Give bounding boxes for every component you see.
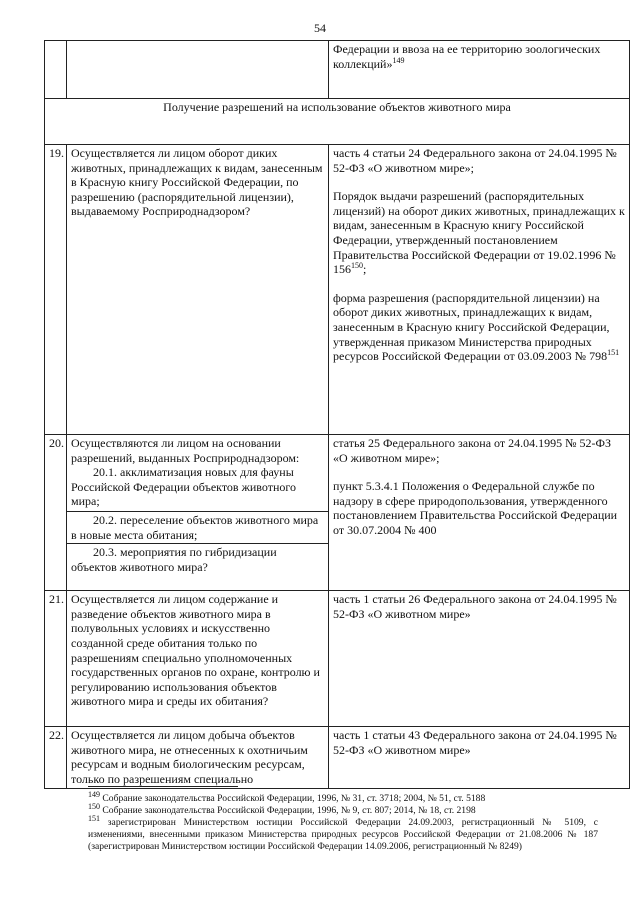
- reference-text: [333, 291, 625, 364]
- question-cell: [67, 41, 329, 99]
- footnote-mark: 151: [607, 348, 620, 358]
- sub-item-cell: [67, 512, 329, 544]
- page-number: 54: [314, 21, 326, 35]
- table-row-continuation: [45, 41, 630, 99]
- footnote: [88, 789, 598, 805]
- requirements-table: [44, 40, 630, 789]
- section-title: Получение разрешений на использование объектов животного мира: [45, 99, 630, 145]
- footnote: [88, 813, 599, 853]
- row-number: 19.: [45, 145, 67, 435]
- row-number: 22.: [45, 727, 67, 789]
- reference-text: пункт 5.3.4.1 Положения о Федеральной службе по надзору в сфере природопользования, утвержденного постановлением Правительства Российской Федерации от 30.07.2004 № 400: [333, 479, 618, 537]
- row-num-cell: [45, 41, 67, 99]
- footnote-divider: [88, 786, 238, 787]
- question-text: Осуществляется ли лицом оборот диких животных, принадлежащих к видам, занесенным в Красную книгу Российской Федерации, по разрешению (распорядительной лицензии), выдаваемому Росприроднадзором?: [71, 146, 323, 219]
- footnote: [88, 801, 598, 817]
- reference-text: статья 25 Федерального закона от 24.04.1995 № 52-ФЗ «О животном мире»;: [333, 436, 612, 465]
- reference-text: часть 1 статьи 43 Федерального закона от 24.04.1995 № 52-ФЗ «О животном мире»: [333, 728, 617, 757]
- sub-item: 20.1. акклиматизация новых для фауны Российской Федерации объектов животного мира;: [71, 465, 296, 509]
- reference-punct: ;: [363, 262, 367, 277]
- question-cell: [67, 727, 329, 789]
- table-row: [45, 145, 630, 435]
- footnotes: [88, 789, 599, 853]
- reference-body: Порядок выдачи разрешений (распорядительных лицензий) на оборот диких животных, принадлежащих к видам, занесенным в Красную книгу Российской Федерации, утвержденный постановлением Правительства Российской Федерации от 19.02.1996 № 156: [333, 189, 625, 277]
- row-number: 21.: [45, 591, 67, 727]
- section-header-row: [45, 99, 630, 145]
- reference-cell: [329, 591, 630, 727]
- table-row: [45, 727, 630, 789]
- reference-cell: [329, 41, 630, 99]
- reference-text: [333, 189, 625, 277]
- reference-cell: [329, 435, 630, 591]
- footnote-mark: 149: [392, 55, 405, 65]
- reference-body: форма разрешения (распорядительной лицензии) на оборот диких животных, принадлежащих к видам, занесенным в Красную книгу Российской Федерации, утвержденная приказом Министерства природных ресурсов Российской Федерации от 03.09.2003 № 798: [333, 290, 610, 364]
- reference-text: Федерации и ввоза на ее территорию зоологических коллекций»: [333, 42, 601, 71]
- reference-text: часть 1 статьи 26 Федерального закона от 24.04.1995 № 52-ФЗ «О животном мире»: [333, 592, 617, 621]
- footnote-text: Собрание законодательства Российской Федерации, 1996, № 9, ст. 807; 2014, № 18, ст. 2198: [102, 805, 476, 816]
- question-text: Осуществляется ли лицом содержание и разведение объектов животного мира в полувольных условиях и искусственно созданной среде обитания только по разрешениям специально уполномоченных государственных органов по охране, контролю и регулированию использования объектов животного мира и среды их обитания?: [71, 592, 320, 709]
- sub-item: 20.3. мероприятия по гибридизации объектов животного мира?: [71, 545, 277, 574]
- sub-item-cell: [67, 544, 329, 591]
- reference-text: часть 4 статьи 24 Федерального закона от 24.04.1995 № 52-ФЗ «О животном мире»;: [333, 146, 617, 175]
- question-cell: [67, 435, 329, 512]
- sub-item: 20.2. переселение объектов животного мира в новые места обитания;: [71, 513, 319, 542]
- footnote-mark: 150: [88, 801, 100, 811]
- question-text: Осуществляются ли лицом на основании разрешений, выданных Росприроднадзором:: [71, 436, 300, 465]
- footnote-mark: 150: [351, 261, 363, 271]
- footnote-text: Собрание законодательства Российской Федерации, 1996, № 31, ст. 3718; 2004, № 51, ст. 5188: [102, 793, 486, 804]
- reference-cell: [329, 145, 630, 435]
- question-cell: [67, 591, 329, 727]
- reference-cell: [329, 727, 630, 789]
- question-text: Осуществляется ли лицом добыча объектов животного мира, не отнесенных к охотничьим ресурсам и водным биологическим ресурсам, только по разрешениям специально: [71, 728, 308, 786]
- footnote-mark: 151: [88, 813, 100, 823]
- footnote-mark: 149: [88, 789, 100, 799]
- table-row: [45, 435, 630, 512]
- row-number: 20.: [45, 435, 67, 591]
- table-row: [45, 591, 630, 727]
- question-cell: [67, 145, 329, 435]
- footnote-text: зарегистрирован Министерством юстиции Российской Федерации 24.09.2003, регистрационный № 5109, с изменениями, внесенными приказом Министерства природных ресурсов Российской Федерации от 21.08.2006 № 187 (зарегистрирован Министерством юстиции Российской Федерации 14.09.2006, регистрационный № 8249): [88, 817, 599, 852]
